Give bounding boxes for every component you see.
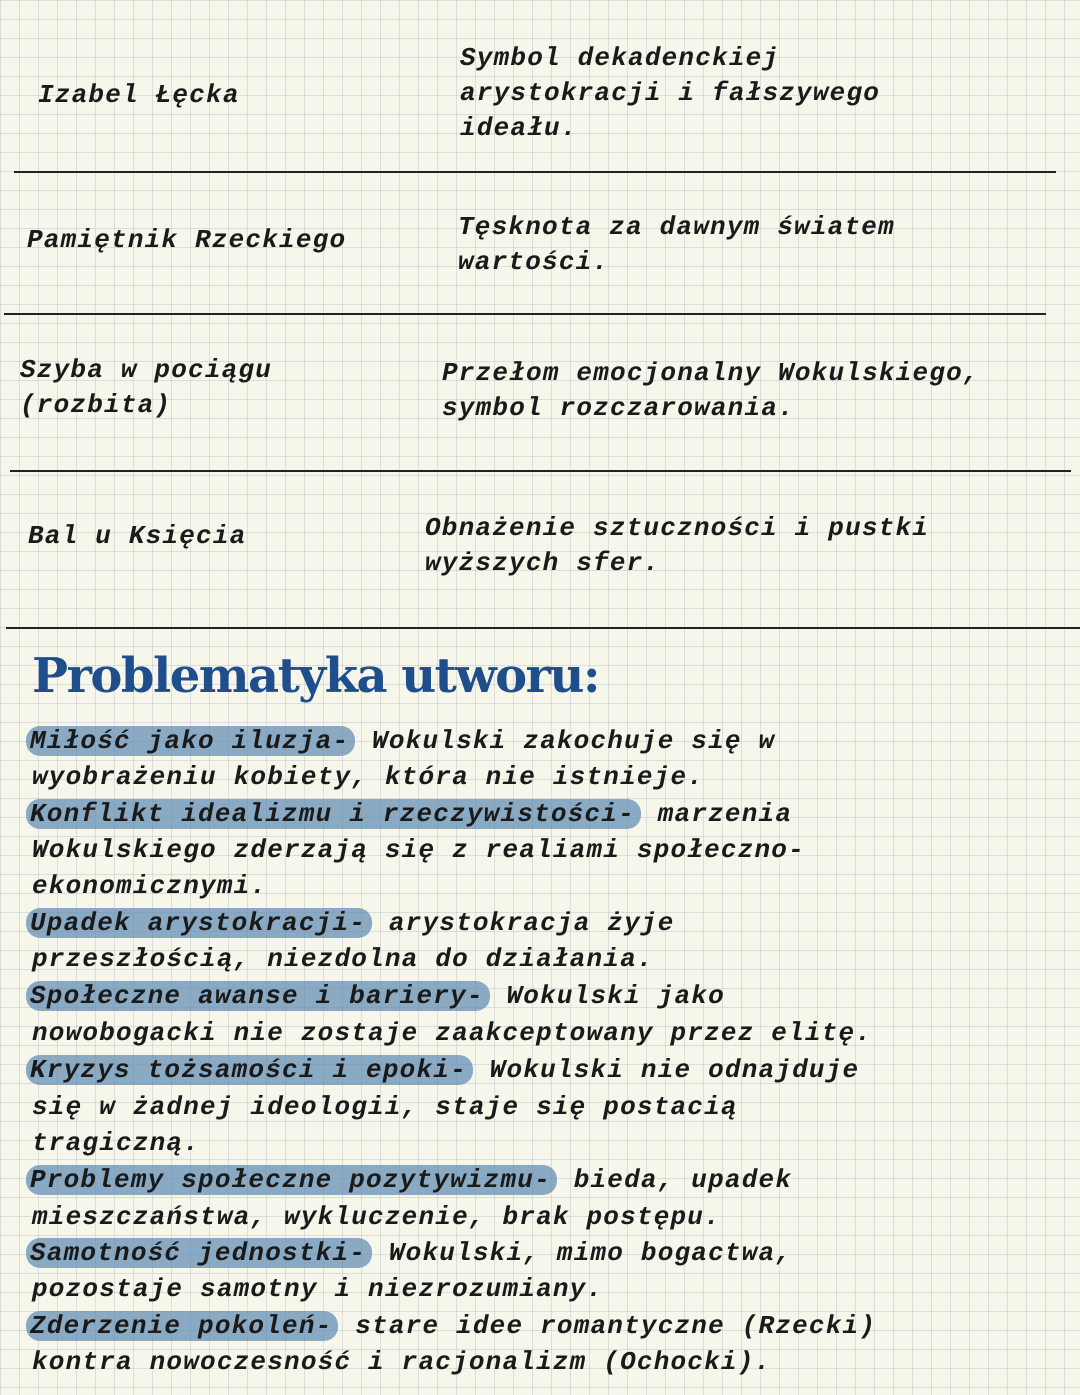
table-row-2-meaning: Tęsknota za dawnym światem wartości.: [458, 212, 895, 277]
problem-heading-highlight: Problemy społeczne pozytywizmu-: [26, 1165, 557, 1195]
problem-item-4-line-1: Społeczne awanse i bariery- Wokulski jako: [32, 978, 725, 1014]
problem-item-5-line-1: Kryzys tożsamości i epoki- Wokulski nie odnajduje: [32, 1052, 859, 1088]
table-row-3-meaning: Przełom emocjonalny Wokulskiego, symbol rozczarowania.: [442, 358, 980, 423]
table-row-4-meaning: Obnażenie sztuczności i pustki wyższych sfer.: [425, 513, 930, 578]
problem-item-5-line-3: tragiczną.: [32, 1128, 201, 1158]
problem-item-3-line-1: Upadek arystokracji- arystokracja żyje: [32, 905, 675, 941]
problem-item-6-line-2: mieszczaństwa, wykluczenie, brak postępu.: [32, 1202, 721, 1232]
problem-heading-highlight: Społeczne awanse i bariery-: [26, 981, 490, 1011]
problem-item-8-line-1: Zderzenie pokoleń- stare idee romantyczne (Rzecki): [32, 1308, 876, 1344]
table-row-1-meaning: Symbol dekadenckiej arystokracji i fałszywego ideału.: [460, 43, 881, 143]
problem-item-3-line-2: przeszłością, niezdolna do działania.: [32, 944, 654, 974]
table-row-1-symbol: Izabel Łęcka: [38, 80, 240, 110]
problem-item-7-line-2: pozostaje samotny i niezrozumiany.: [32, 1274, 604, 1304]
problem-item-2-line-2: Wokulskiego zderzają się z realiami społeczno-: [32, 835, 805, 865]
problem-heading-highlight: Miłość jako iluzja-: [26, 726, 355, 756]
problem-item-4-line-2: nowobogacki nie zostaje zaakceptowany przez elitę.: [32, 1018, 873, 1048]
table-row-2-symbol: Pamiętnik Rzeckiego: [27, 225, 347, 255]
problem-item-1-line-1: Miłość jako iluzja- Wokulski zakochuje się w: [32, 723, 775, 759]
table-divider: [14, 171, 1056, 173]
problem-item-1-line-2: wyobrażeniu kobiety, która nie istnieje.: [32, 762, 705, 792]
problem-heading-highlight: Zderzenie pokoleń-: [26, 1311, 338, 1341]
problem-heading-highlight: Upadek arystokracji-: [26, 908, 372, 938]
table-divider: [6, 627, 1080, 629]
problem-item-2-line-1: Konflikt idealizmu i rzeczywistości- marzenia: [32, 796, 792, 832]
problem-item-7-line-1: Samotność jednostki- Wokulski, mimo bogactwa,: [32, 1235, 792, 1271]
table-divider: [10, 470, 1071, 472]
problem-item-2-line-3: ekonomicznymi.: [32, 871, 268, 901]
section-title: Problematyka utworu:: [32, 648, 600, 704]
problem-heading-highlight: Samotność jednostki-: [26, 1238, 372, 1268]
problem-item-5-line-2: się w żadnej ideologii, staje się postacią: [32, 1092, 738, 1122]
table-row-3-symbol: Szyba w pociągu (rozbita): [20, 355, 273, 420]
problem-heading-highlight: Konflikt idealizmu i rzeczywistości-: [26, 799, 641, 829]
table-divider: [4, 313, 1046, 315]
problem-item-8-line-2: kontra nowoczesność i racjonalizm (Ochocki).: [32, 1347, 772, 1377]
problem-heading-highlight: Kryzys tożsamości i epoki-: [26, 1055, 473, 1085]
problem-item-6-line-1: Problemy społeczne pozytywizmu- bieda, upadek: [32, 1162, 792, 1198]
table-row-4-symbol: Bal u Księcia: [28, 521, 247, 551]
